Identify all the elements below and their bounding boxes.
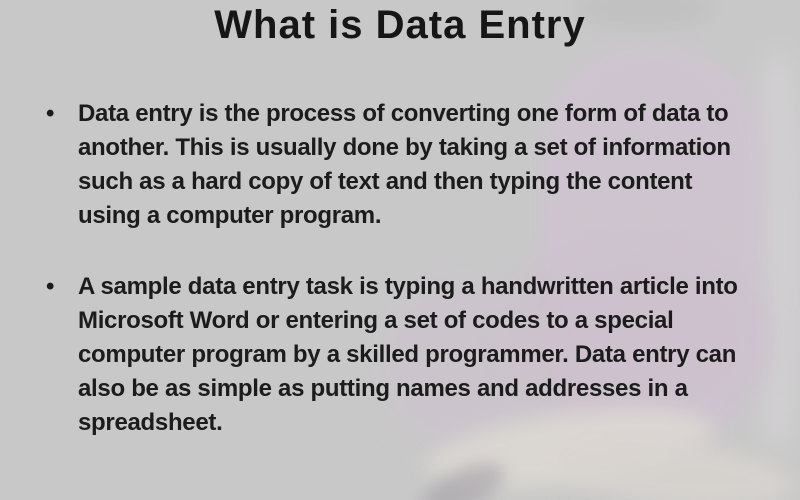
bullet-text-line: also be as simple as putting names and addresses in a [78, 375, 688, 402]
bullet-marker: • [46, 273, 55, 300]
slide-title: What is Data Entry [214, 3, 586, 47]
bullet-text-line: using a computer program. [78, 202, 382, 229]
bullet-text-line: A sample data entry task is typing a handwritten article into [78, 273, 738, 300]
bullet-paragraph [78, 270, 766, 440]
bullet-paragraph [78, 97, 766, 233]
bullet-text-line: Microsoft Word or entering a set of codes to a special [78, 307, 674, 334]
bullet-text-line: spreadsheet. [78, 409, 223, 436]
bullet-item [46, 270, 766, 440]
bullet-item [46, 97, 766, 233]
bullet-marker: • [46, 100, 55, 127]
bullet-text-line: Data entry is the process of converting one form of data to [78, 100, 729, 127]
bullet-text-line: computer program by a skilled programmer. Data entry can [78, 341, 737, 368]
bullet-list [46, 97, 766, 477]
bullet-text-line: such as a hard copy of text and then typing the content [78, 168, 693, 195]
bullet-text-line: another. This is usually done by taking a set of information [78, 134, 731, 161]
